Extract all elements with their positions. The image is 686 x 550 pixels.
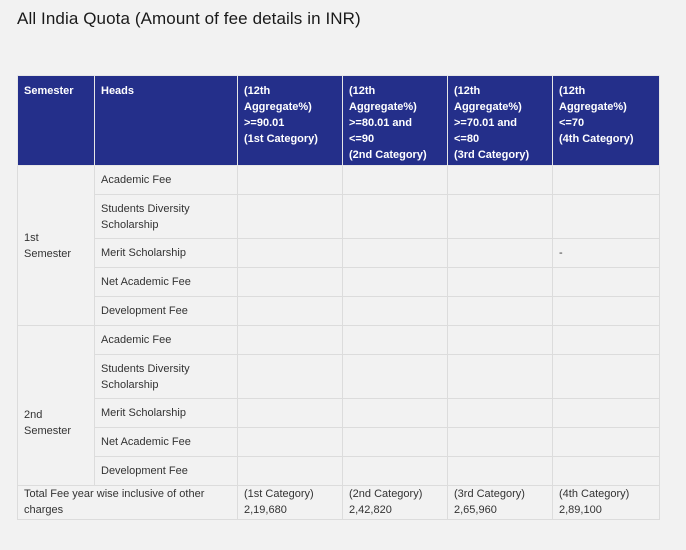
header-cat1-line: (12th <box>244 85 271 97</box>
header-cat1-line: Aggregate%) <box>244 101 312 113</box>
value-cell <box>448 239 553 268</box>
head-cell: Merit Scholarship <box>95 239 238 268</box>
total-label <box>18 486 238 520</box>
table-row <box>18 428 660 457</box>
value-cell <box>238 166 343 195</box>
value-cell <box>238 457 343 486</box>
total-category: (3rd Category) <box>454 488 525 500</box>
head-cell: Academic Fee <box>95 166 238 195</box>
total-cat3 <box>448 486 553 520</box>
header-cat4-line: (12th <box>559 85 586 97</box>
table-row <box>18 268 660 297</box>
value-cell <box>448 457 553 486</box>
value-cell <box>343 239 448 268</box>
value-cell <box>343 457 448 486</box>
value-cell <box>448 195 553 239</box>
value-cell <box>553 166 660 195</box>
value-cell <box>448 297 553 326</box>
header-cat4-line: <=70 <box>559 117 585 129</box>
value-cell <box>238 326 343 355</box>
total-cat2 <box>343 486 448 520</box>
head-cell: Net Academic Fee <box>95 268 238 297</box>
value-cell <box>553 297 660 326</box>
header-cat4 <box>553 76 660 166</box>
head-cell: Merit Scholarship <box>95 399 238 428</box>
head-cell <box>95 195 238 239</box>
head-line: Scholarship <box>101 378 159 391</box>
value-cell <box>343 355 448 399</box>
total-amount: 2,19,680 <box>244 504 287 516</box>
value-cell <box>448 399 553 428</box>
header-cat1 <box>238 76 343 166</box>
header-cat4-line: Aggregate%) <box>559 101 627 113</box>
header-cat2-line: Aggregate%) <box>349 101 417 113</box>
value-cell <box>553 399 660 428</box>
fee-table <box>17 75 660 520</box>
head-cell <box>95 355 238 399</box>
table-header <box>18 76 660 166</box>
value-cell <box>238 268 343 297</box>
header-cat3-line: Aggregate%) <box>454 101 522 113</box>
value-cell <box>553 268 660 297</box>
header-cat1-line: (1st Category) <box>244 133 318 145</box>
total-cat1 <box>238 486 343 520</box>
header-cat2-line: (2nd Category) <box>349 149 427 161</box>
value-cell <box>343 166 448 195</box>
table-row <box>18 195 660 239</box>
value-cell <box>448 326 553 355</box>
value-cell <box>553 326 660 355</box>
value-cell <box>238 239 343 268</box>
value-cell <box>343 195 448 239</box>
value-cell <box>238 399 343 428</box>
table-row <box>18 166 660 195</box>
value-cell <box>553 428 660 457</box>
value-cell <box>343 428 448 457</box>
header-cat3-line: <=80 <box>454 133 480 145</box>
value-cell <box>343 297 448 326</box>
head-line: Scholarship <box>101 218 159 231</box>
semester-label-1: 1st Semester <box>18 166 95 326</box>
value-cell <box>448 428 553 457</box>
head-cell: Development Fee <box>95 297 238 326</box>
header-semester: Semester <box>18 76 95 166</box>
value-cell <box>343 399 448 428</box>
value-cell <box>238 297 343 326</box>
table-row <box>18 355 660 399</box>
header-cat3-line: >=70.01 and <box>454 117 517 129</box>
semester-label-line: 2nd <box>24 409 43 421</box>
header-heads: Heads <box>95 76 238 166</box>
semester-label-line: Semester <box>24 425 72 437</box>
header-cat3-line: (3rd Category) <box>454 149 530 161</box>
value-cell <box>343 268 448 297</box>
head-cell: Net Academic Fee <box>95 428 238 457</box>
head-cell: Development Fee <box>95 457 238 486</box>
head-cell: Academic Fee <box>95 326 238 355</box>
value-cell <box>238 428 343 457</box>
header-cat4-line: (4th Category) <box>559 133 634 145</box>
value-cell <box>238 355 343 399</box>
header-cat2-line: >=80.01 and <box>349 117 412 129</box>
header-cat2 <box>343 76 448 166</box>
total-category: (4th Category) <box>559 488 630 500</box>
head-line: Students Diversity <box>101 362 190 375</box>
value-cell <box>553 355 660 399</box>
value-cell <box>553 195 660 239</box>
total-category: (1st Category) <box>244 488 314 500</box>
page-title: All India Quota (Amount of fee details in INR) <box>17 9 361 28</box>
head-line: Students Diversity <box>101 202 190 215</box>
value-cell <box>238 195 343 239</box>
total-label-line: Total Fee year wise inclusive of other <box>24 488 205 500</box>
header-cat3-line: (12th <box>454 85 481 97</box>
table-row <box>18 239 660 268</box>
total-cat4 <box>553 486 660 520</box>
value-cell <box>343 326 448 355</box>
header-cat3 <box>448 76 553 166</box>
table-row <box>18 297 660 326</box>
total-amount: 2,89,100 <box>559 504 602 516</box>
header-cat2-line: (12th <box>349 85 376 97</box>
value-cell <box>448 166 553 195</box>
total-amount: 2,42,820 <box>349 504 392 516</box>
table-row <box>18 457 660 486</box>
value-cell: - <box>553 239 660 268</box>
total-amount: 2,65,960 <box>454 504 497 516</box>
header-cat2-line: <=90 <box>349 133 375 145</box>
header-cat1-line: >=90.01 <box>244 117 285 129</box>
table-body <box>18 166 660 520</box>
value-cell <box>448 268 553 297</box>
total-label-line: charges <box>24 504 64 516</box>
value-cell <box>553 457 660 486</box>
value-cell <box>448 355 553 399</box>
total-row <box>18 486 660 520</box>
table-row <box>18 326 660 355</box>
table-row <box>18 399 660 428</box>
semester-label-2 <box>18 326 95 486</box>
total-category: (2nd Category) <box>349 488 423 500</box>
